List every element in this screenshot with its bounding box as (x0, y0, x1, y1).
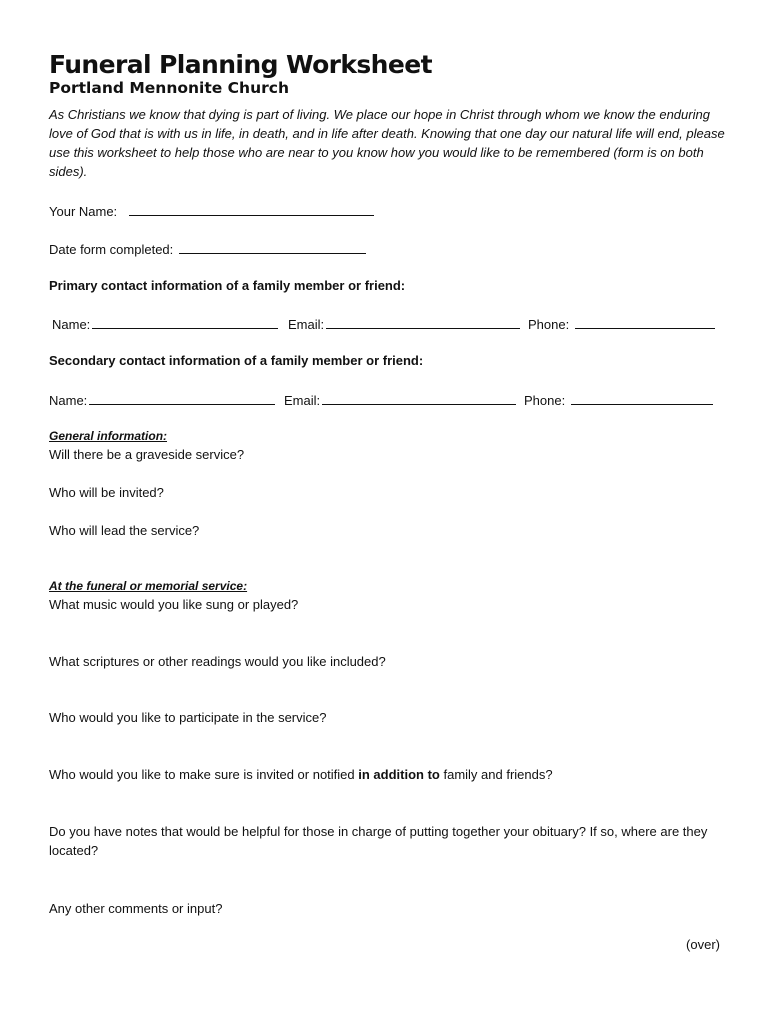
question-participate: Who would you like to participate in the service? (49, 710, 327, 725)
church-name: Portland Mennonite Church (49, 79, 289, 97)
question-music: What music would you like sung or played? (49, 597, 299, 612)
question-obituary: Do you have notes that would be helpful for those in charge of putting together your obituary? If so, where are they located? (49, 824, 708, 858)
date-completed-label: Date form completed: (49, 242, 174, 257)
secondary-phone-field[interactable] (571, 391, 713, 405)
primary-phone-label: Phone: (528, 317, 570, 332)
intro-paragraph: As Christians we know that dying is part of living. We place our hope in Christ through whom we know the enduring love of God that is with us in life, in death, and in life after death. Knowing that one day our natural life will end, please use this worksheet to help those who are near to you know how you would like to be remembered (form is on both sides). (49, 107, 725, 179)
secondary-name-field[interactable] (89, 391, 275, 405)
secondary-email-field[interactable] (322, 391, 516, 405)
secondary-contact-heading: Secondary contact information of a family member or friend: (49, 353, 424, 368)
question-scriptures: What scriptures or other readings would you like included? (49, 654, 386, 669)
primary-phone-row (528, 315, 715, 332)
general-info-heading: General information: (49, 429, 168, 443)
primary-phone-field[interactable] (575, 315, 715, 329)
secondary-email-row (284, 391, 516, 408)
question-comments: Any other comments or input? (49, 901, 223, 916)
question-notify (49, 765, 553, 784)
your-name-field[interactable] (129, 202, 374, 216)
primary-email-field[interactable] (326, 315, 520, 329)
primary-name-label: Name: (52, 317, 91, 332)
date-completed-field[interactable] (179, 240, 366, 254)
primary-email-label: Email: (288, 317, 325, 332)
primary-name-field[interactable] (92, 315, 278, 329)
primary-email-row (288, 315, 520, 332)
secondary-email-label: Email: (284, 393, 321, 408)
your-name-label: Your Name: (49, 204, 118, 219)
secondary-phone-row (524, 391, 713, 408)
question-graveside: Will there be a graveside service? (49, 447, 245, 462)
secondary-name-label: Name: (49, 393, 88, 408)
primary-name-row (52, 315, 278, 332)
over-note: (over) (686, 937, 720, 952)
secondary-name-row (49, 391, 275, 408)
question-invited: Who will be invited? (49, 485, 164, 500)
secondary-phone-label: Phone: (524, 393, 566, 408)
question-notify-end: family and friends? (439, 767, 553, 782)
question-notify-emphasis: in addition to (358, 767, 440, 782)
your-name-row (49, 202, 374, 219)
page-title: Funeral Planning Worksheet (49, 50, 432, 79)
question-lead-service: Who will lead the service? (49, 523, 200, 538)
service-heading: At the funeral or memorial service: (49, 579, 248, 593)
date-completed-row (49, 240, 366, 257)
question-notify-text: Who would you like to make sure is invited or notified (49, 767, 359, 782)
primary-contact-heading: Primary contact information of a family member or friend: (49, 278, 406, 293)
